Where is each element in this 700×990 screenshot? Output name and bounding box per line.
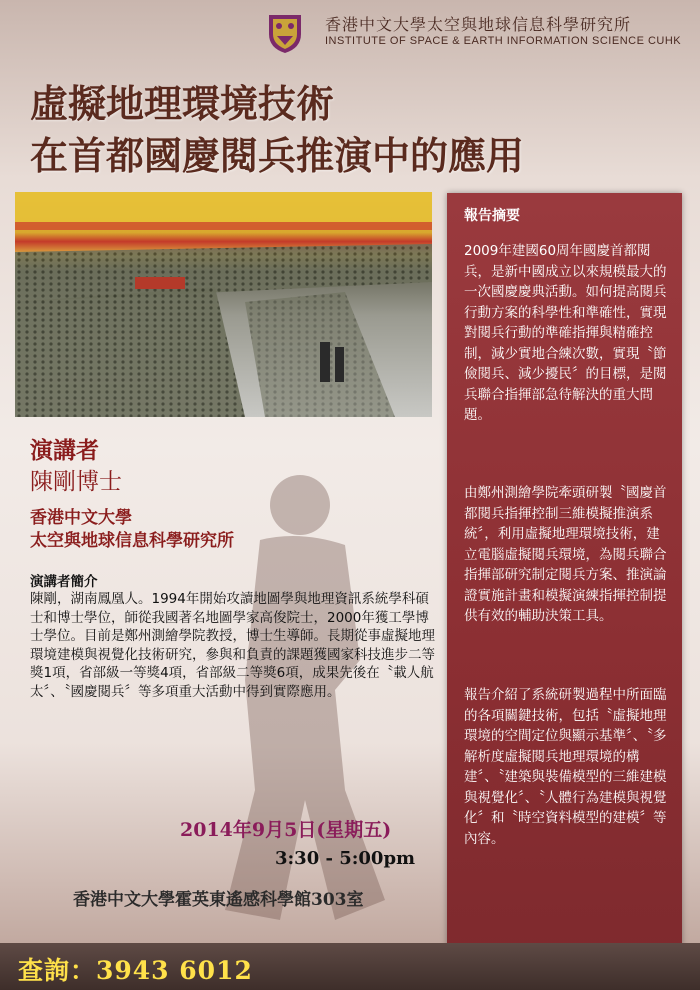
bio-text: 陳剛，湖南鳳凰人。1994年開始攻讀地圖學與地理資訊系統學科碩士和博士學位，師從我國著名地圖學家高俊院士，2000年獲工學博士學位。目前是鄭州測繪學院教授，博士生導師。長期從事虛擬地理環境建模與視覺化技術研究，參與和負責的課題獲國家科技進步二等獎1項，省部級一等獎4項，省部級二等獎6項，成果先後在〝載人航太〞、〝國慶閱兵〞等多項重大活動中得到實際應用。 (30, 591, 435, 700)
event-date: 2014年9月5日(星期五) (180, 819, 392, 841)
enquiry-phone: 查詢：3943 6012 (18, 956, 253, 985)
abstract-heading: 報告摘要 (464, 208, 520, 224)
speaker-label: 演講者 (30, 438, 99, 464)
institute-name-en: INSTITUTE OF SPACE & EARTH INFORMATION SCIENCE CUHK (325, 35, 682, 47)
event-time: 3:30 - 5:00pm (275, 848, 416, 869)
abstract-panel (447, 193, 682, 948)
abstract-paragraph-2: 由鄭州測繪學院牽頭研製〝國慶首都閱兵指揮控制三維模擬推演系統〞，利用虛擬地理環境技術，建立電腦虛擬閱兵環境，為閱兵聯合指揮部研究制定閱兵方案、推演論證實施計畫和模擬演練指揮控制提供有效的輔助決策工具。 (464, 485, 667, 624)
abstract-paragraph-3: 報告介紹了系統研製過程中所面臨的各項關鍵技術，包括〝虛擬地理環境的空間定位與顯示基準〞、〝多解析度虛擬閱兵地理環境的構建〞、〝建築與裝備模型的三維建模與視覺化〞、〝人體行為建模與視覺化〞和〝時空資料模型的建模〞等內容。 (464, 687, 667, 847)
header (0, 0, 700, 72)
bio-heading: 演講者簡介 (30, 574, 98, 590)
speaker-name: 陳剛博士 (30, 469, 122, 495)
title-line-1: 虛擬地理環境技術 (30, 82, 335, 126)
cuhk-crest-icon (265, 12, 305, 54)
abstract-paragraph-1: 2009年建國60周年國慶首都閱兵，是新中國成立以來規模最大的一次國慶慶典活動。如何提高閱兵行動方案的科學性和準確性，實現對閱兵行動的準確指揮與精確控制，減少實地合練次數，實現〝節儉閱兵、減少擾民〞的目標，是閱兵聯合指揮部急待解決的重大問題。 (464, 243, 667, 423)
footer-bar (0, 943, 700, 990)
title-line-2: 在首都國慶閱兵推演中的應用 (30, 134, 525, 178)
institute-name-zh: 香港中文大學太空與地球信息科學研究所 (325, 15, 632, 34)
speaker-affiliation-2: 太空與地球信息科學研究所 (30, 531, 234, 551)
event-venue: 香港中文大學霍英東遙感科學館303室 (73, 890, 364, 910)
page-title (30, 78, 524, 182)
military-parade-photo (15, 192, 432, 417)
speaker-affiliation-1: 香港中文大學 (30, 508, 132, 528)
